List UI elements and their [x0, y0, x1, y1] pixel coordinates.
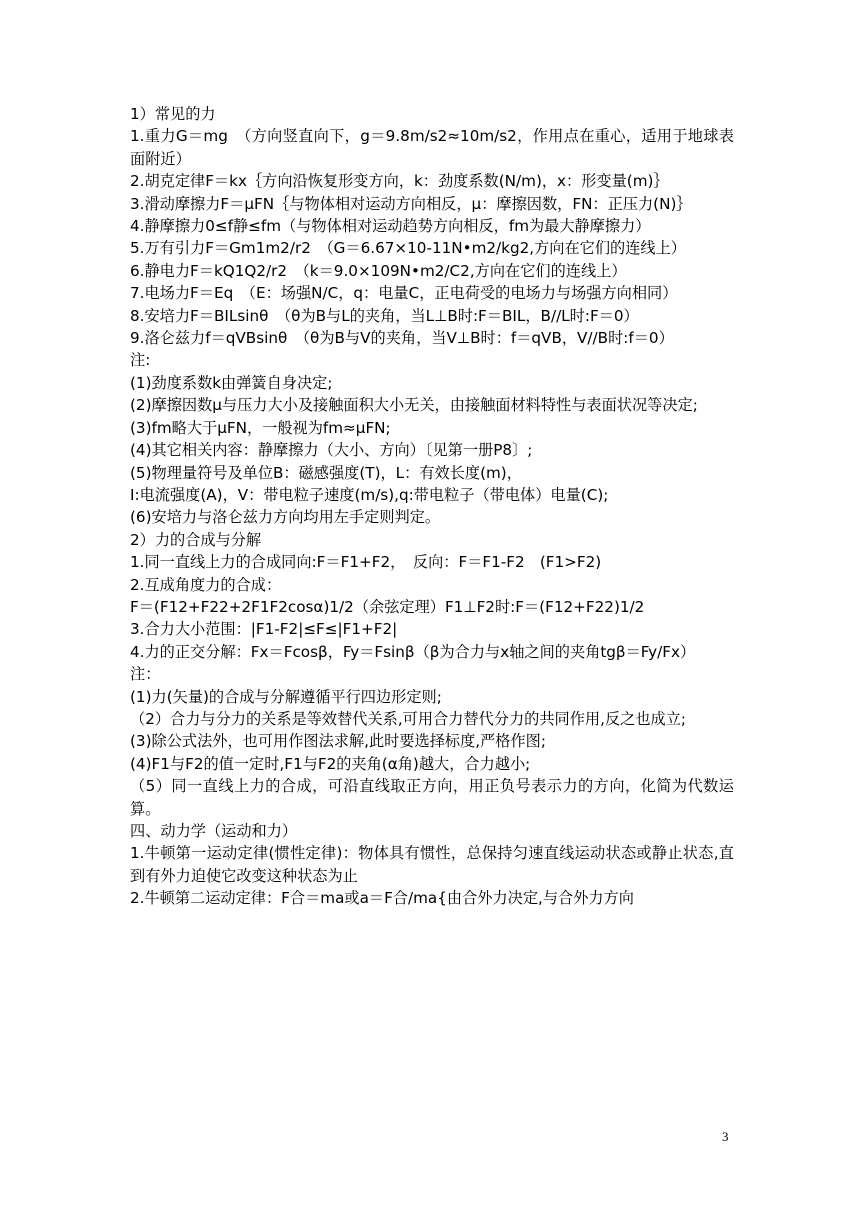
- text-line: 3.滑动摩擦力F＝μFN｛与物体相对运动方向相反，μ：摩擦因数，FN：正压力(N)｝: [130, 194, 692, 213]
- text-line: 3.合力大小范围：|F1-F2|≤F≤|F1+F2|: [130, 620, 398, 639]
- text-line: F＝(F12+F22+2F1F2cosα)1/2（余弦定理）F1⊥F2时:F＝(F12+F22)1/2: [130, 597, 645, 616]
- text-line: 2.互成角度力的合成：: [130, 575, 282, 594]
- note-heading: 注：: [130, 665, 161, 684]
- text-line: 1.同一直线上力的合成同向:F＝F1+F2， 反向：F＝F1-F2 (F1>F2): [130, 553, 602, 572]
- text-line: (4)F1与F2的值一定时,F1与F2的夹角(α角)越大，合力越小;: [130, 754, 531, 773]
- text-line: 6.静电力F＝kQ1Q2/r2 （k＝9.0×109N•m2/C2,方向在它们的连线上）: [130, 261, 627, 280]
- text-line: 2.牛顿第二运动定律：F合＝ma或a＝F合/ma{由合外力决定,与合外力方向: [130, 889, 634, 908]
- text-line: 4.力的正交分解：Fx＝Fcosβ，Fy＝Fsinβ（β为合力与x轴之间的夹角tgβ＝Fy/Fx）: [130, 642, 696, 661]
- text-line: 5.万有引力F＝Gm1m2/r2 （G＝6.67×10-11N•m2/kg2,方向在它们的连线上）: [130, 239, 686, 258]
- text-line: 1.重力G＝mg （方向竖直向下，g＝9.8m/s2≈10m/s2，作用点在重心，适用于地球表面附近）: [130, 127, 734, 168]
- page-number: 3: [722, 1129, 729, 1144]
- text-line: (1)劲度系数k由弹簧自身决定;: [130, 373, 333, 392]
- text-line: （5）同一直线上力的合成，可沿直线取正方向，用正负号表示力的方向，化简为代数运算。: [130, 777, 734, 818]
- text-line: 8.安培力F＝BILsinθ （θ为B与L的夹角，当L⊥B时:F＝BIL，B//L时:F＝0）: [130, 306, 639, 325]
- text-line: (3)除公式法外，也可用作图法求解,此时要选择标度,严格作图;: [130, 732, 546, 751]
- text-line: (1)力(矢量)的合成与分解遵循平行四边形定则;: [130, 687, 442, 706]
- text-line: (5)物理量符号及单位B：磁感强度(T)，L：有效长度(m)，: [130, 463, 522, 482]
- section-heading-common-forces: 1）常见的力: [130, 105, 216, 123]
- text-line: 1.牛顿第一运动定律(惯性定律)：物体具有惯性，总保持匀速直线运动状态或静止状态,直到有外力迫使它改变这种状态为止: [130, 844, 734, 885]
- note-heading: 注:: [130, 351, 151, 370]
- text-line: 4.静摩擦力0≤f静≤fm（与物体相对运动趋势方向相反，fm为最大静摩擦力）: [130, 217, 651, 236]
- text-line: 2.胡克定律F＝kx｛方向沿恢复形变方向，k：劲度系数(N/m)，x：形变量(m)｝: [130, 172, 669, 191]
- page-body-text: [130, 103, 734, 910]
- text-line: （2）合力与分力的关系是等效替代关系,可用合力替代分力的共同作用,反之也成立;: [130, 709, 686, 728]
- text-line: (2)摩擦因数μ与压力大小及接触面积大小无关，由接触面材料特性与表面状况等决定;: [130, 396, 698, 415]
- section-heading-dynamics: 四、动力学（运动和力）: [130, 822, 298, 840]
- text-line: (4)其它相关内容：静摩擦力（大小、方向）〔见第一册P8〕;: [130, 441, 533, 460]
- section-heading-composition: 2）力的合成与分解: [130, 530, 262, 549]
- text-line: (6)安培力与洛仑兹力方向均用左手定则判定。: [130, 508, 441, 527]
- text-line: 7.电场力F＝Eq （E：场强N/C，q：电量C，正电荷受的电场力与场强方向相同）: [130, 284, 678, 303]
- text-line: (3)fm略大于μFN，一般视为fm≈μFN;: [130, 418, 391, 437]
- text-line: I:电流强度(A)，V：带电粒子速度(m/s),q:带电粒子（带电体）电量(C);: [130, 485, 609, 504]
- text-line: 9.洛仑兹力f＝qVBsinθ （θ为B与V的夹角，当V⊥B时：f＝qVB，V//B时:f＝0）: [130, 329, 674, 348]
